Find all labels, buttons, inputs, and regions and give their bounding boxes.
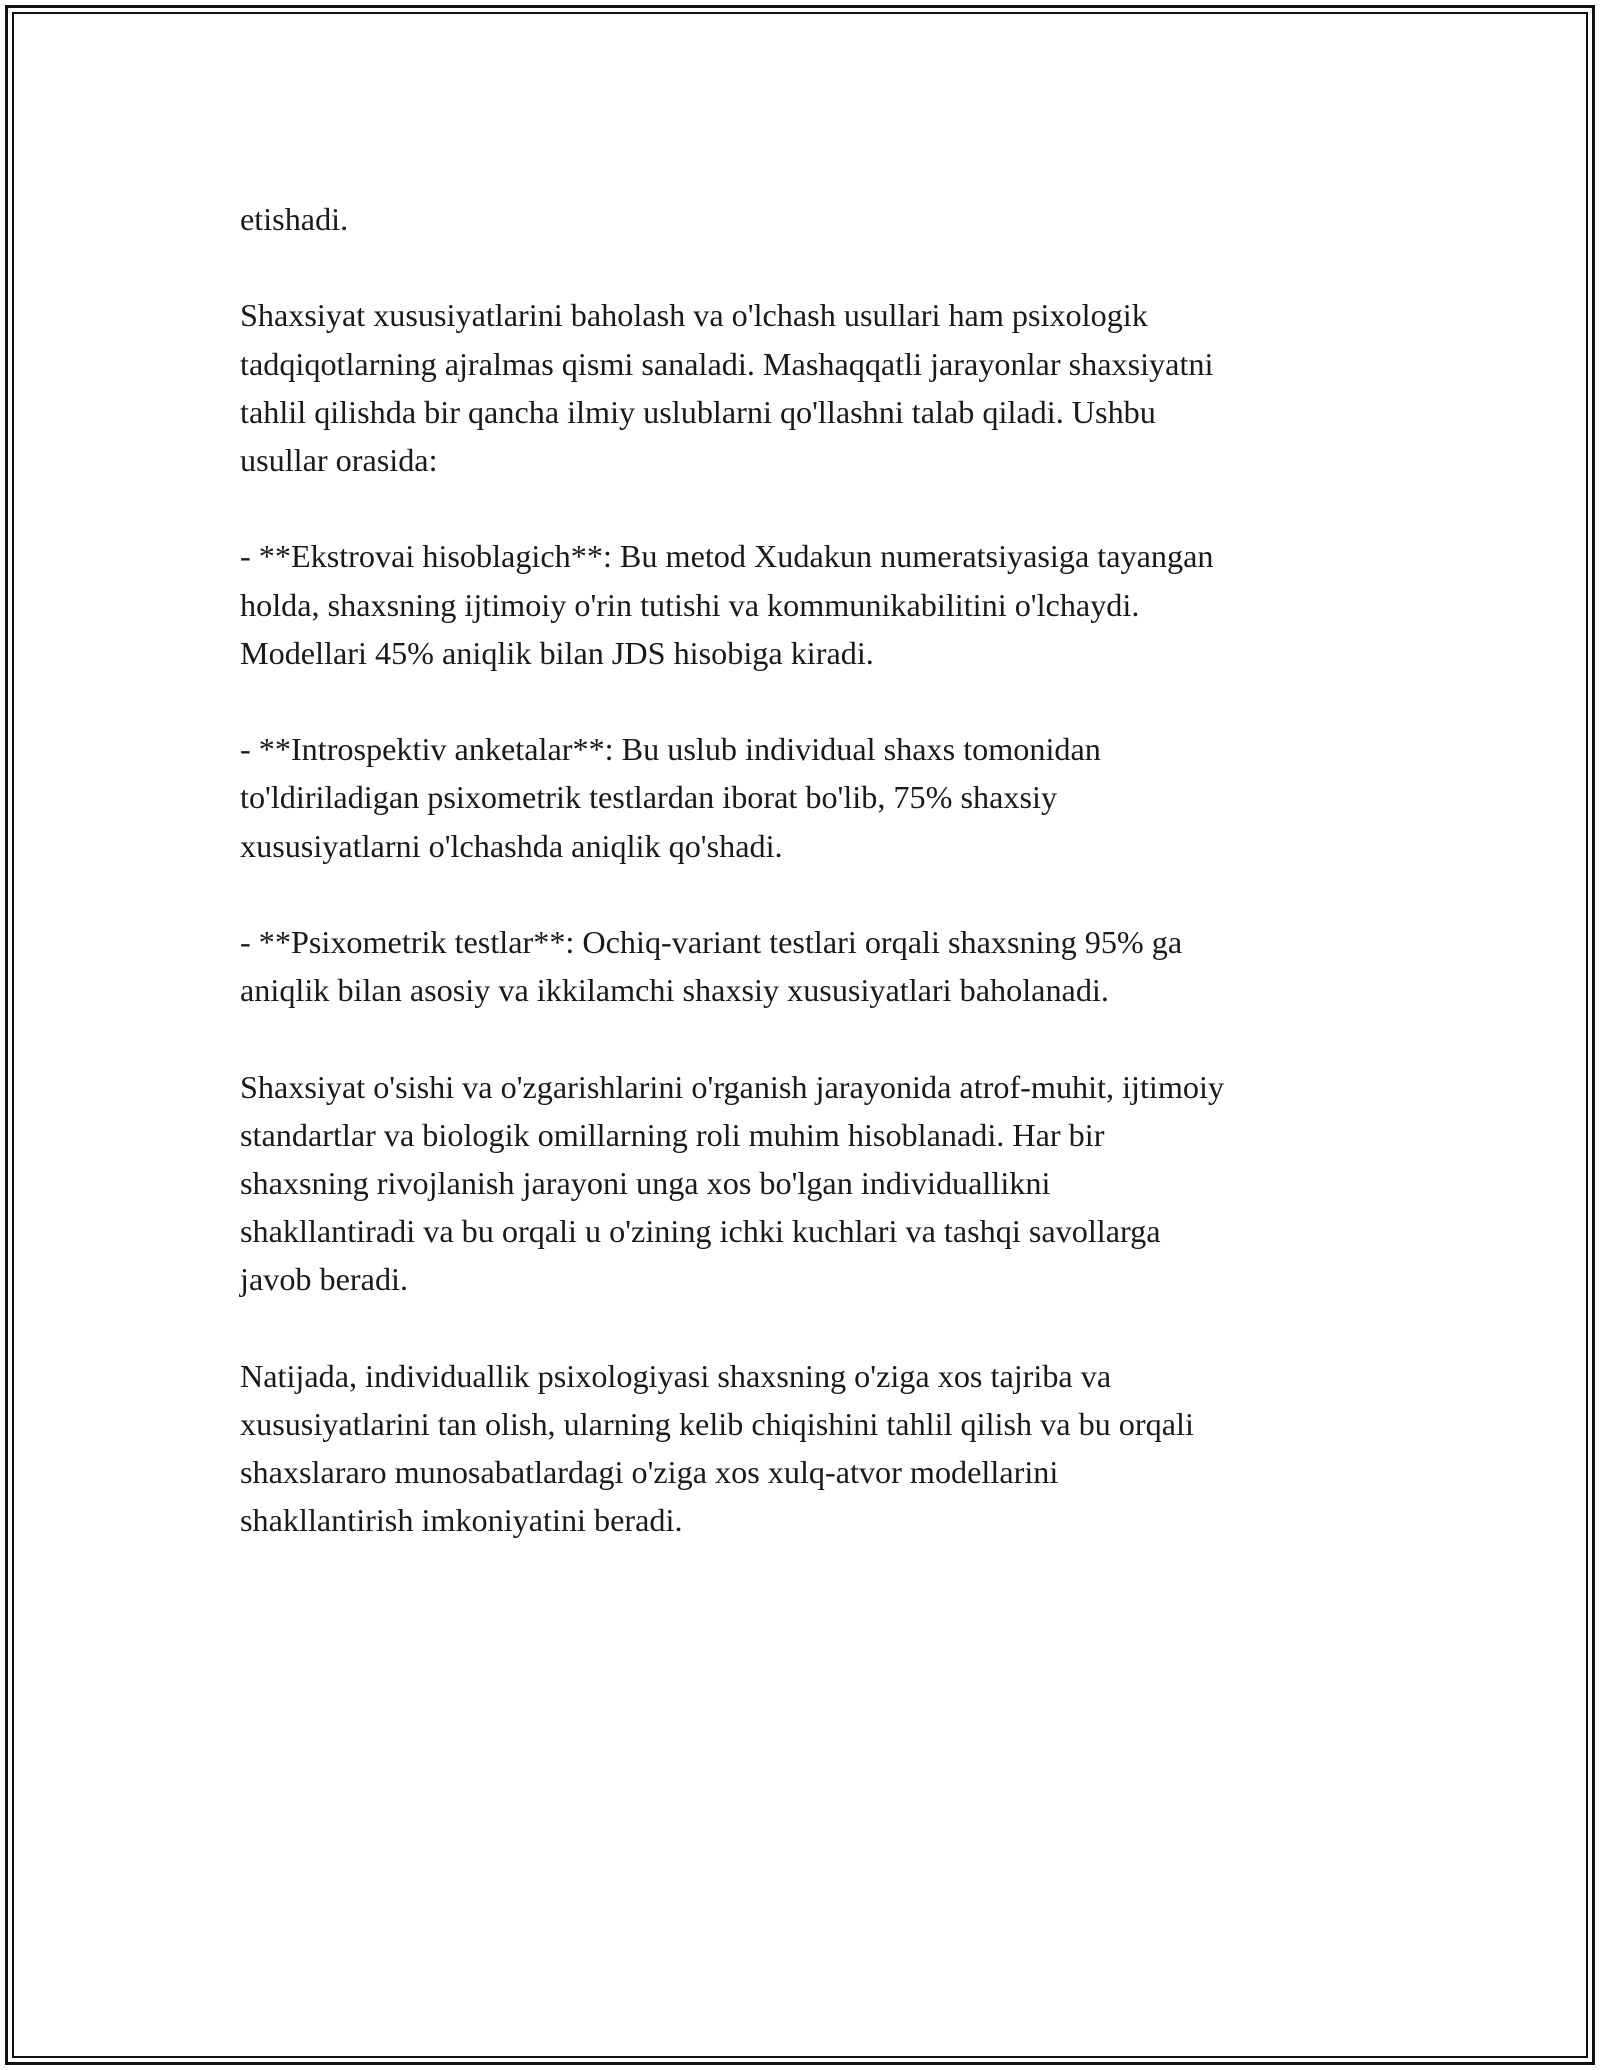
list-item-psychometric-tests: - **Psixometrik testlar**: Ochiq-variant testlari orqali shaxsning 95% ga aniqlik bilan asosiy va ikkilamchi shaxsiy xususiyatlari baholanadi. bbox=[240, 923, 1183, 1009]
paragraph-continuation: etishadi. bbox=[240, 201, 349, 237]
paragraph-conclusion: Natijada, individuallik psixologiyasi shaxsning o'ziga xos tajriba va xususiyatlarini tan olish, ularning kelib chiqishini tahlil qilish va bu orqali shaxslararo munosabatlardagi o'ziga xos xulq-atvor modellarini shakllantirish imkoniyatini beradi. bbox=[240, 1357, 1194, 1539]
page-border bbox=[5, 5, 1595, 2065]
list-item-extrovert-counter: - **Ekstrovai hisoblagich**: Bu metod Xudakun numeratsiyasiga tayangan holda, shaxsning ijtimoiy o'rin tutishi va kommunikabilitini o'lchaydi. Modellari 45% aniqlik bilan JDS hisobiga kiradi. bbox=[240, 538, 1214, 671]
paragraph-personality-growth: Shaxsiyat o'sishi va o'zgarishlarini o'rganish jarayonida atrof-muhit, ijtimoiy standartlar va biologik omillarning roli muhim hisoblanadi. Har bir shaxsning rivojlanish jarayoni unga xos bo'lgan individuallikni shakllantiradi va bu orqali u o'zining ichki kuchlari va tashqi savollarga javob beradi. bbox=[240, 1068, 1225, 1298]
document-body bbox=[240, 195, 1390, 1545]
paragraph-assessment-methods: Shaxsiyat xususiyatlarini baholash va o'lchash usullari ham psixologik tadqiqotlarning ajralmas qismi sanaladi. Mashaqqatli jarayonlar shaxsiyatni tahlil qilishda bir qancha ilmiy uslublarni qo'llashni talab qiladi. Ushbu usullar orasida: bbox=[240, 297, 1214, 478]
list-item-introspective-questionnaires: - **Introspektiv anketalar**: Bu uslub individual shaxs tomonidan to'ldiriladigan psixometrik testlardan iborat bo'lib, 75% shaxsiy xususiyatlarni o'lchashda aniqlik qo'shadi. bbox=[240, 731, 1101, 864]
page-inner-border bbox=[12, 12, 1588, 2058]
